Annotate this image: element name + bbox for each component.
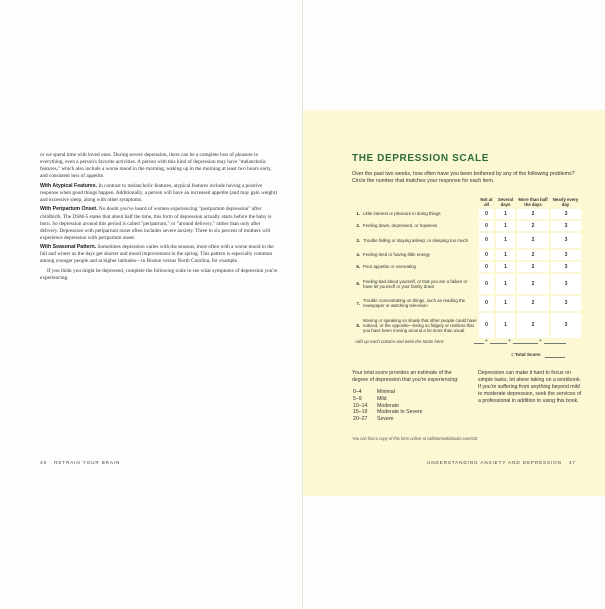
column-total-blank[interactable] [474, 343, 484, 344]
item-number: 4. [351, 249, 363, 261]
item-text: Trouble concentrating on things, such as reading the newspaper or watching television [363, 295, 478, 312]
item-number: 5. [351, 261, 363, 273]
score-option[interactable]: 0 [478, 261, 495, 273]
table-row [351, 312, 581, 339]
score-option[interactable]: 2 [516, 249, 550, 261]
professional-help-advice: Depression can make it hard to focus on simple tasks, let alone taking on a workbook. If you're suffering from anything beyond mild to moderate depression, seek the services of a professional in addition to using this book. [478, 370, 582, 404]
table-row [351, 232, 581, 249]
score-option[interactable]: 0 [478, 220, 495, 232]
table-header-row [351, 197, 581, 209]
left-page-body [40, 152, 278, 285]
left-folio [40, 460, 120, 465]
item-number: 6. [351, 273, 363, 295]
paragraph-scale-intro: If you think you might be depressed, complete the following scale to see what symptoms of depression you're experiencing. [40, 267, 278, 282]
column-total-blank[interactable] [490, 343, 507, 344]
score-option[interactable]: 1 [495, 273, 516, 295]
plus-sign: + [508, 338, 511, 344]
form-online-note: You can find a copy of this form online at callistomediabooks.com/cbt. [352, 436, 479, 441]
score-option[interactable]: 1 [495, 261, 516, 273]
score-option[interactable]: 0 [478, 232, 495, 249]
score-option[interactable]: 1 [495, 295, 516, 312]
scale-title: THE DEPRESSION SCALE [352, 153, 490, 164]
right-running-head: UNDERSTANDING ANXIETY AND DEPRESSION [427, 460, 562, 465]
table-row [351, 209, 581, 220]
range-row [353, 409, 423, 416]
table-row [351, 249, 581, 261]
score-option[interactable]: 1 [495, 209, 516, 220]
range-row [353, 389, 423, 396]
score-option[interactable]: 3 [550, 220, 581, 232]
score-option[interactable]: 1 [495, 312, 516, 339]
item-text: Poor appetite or overeating [363, 261, 478, 273]
score-option[interactable]: 0 [478, 312, 495, 339]
score-option[interactable]: 3 [550, 209, 581, 220]
atypical-heading: With Atypical Features. [40, 182, 98, 189]
score-option[interactable]: 2 [516, 312, 550, 339]
plus-sign: + [485, 338, 488, 344]
range-row [353, 416, 423, 423]
left-page-number: 46 [40, 460, 47, 465]
range-label: Minimal [377, 389, 395, 395]
depression-scale-table [351, 197, 581, 340]
column-total-blank[interactable] [513, 343, 538, 344]
item-text: Feeling bad about yourself, or that you are a failure or have let yourself or your family down [363, 273, 478, 295]
scale-intro: Over the past two weeks, how often have you been bothered by any of the following problems? Circle the number that matches your response for each item. [352, 171, 575, 184]
right-page-number: 47 [569, 460, 576, 465]
range-value: 20–27 [353, 416, 368, 423]
item-number: 8. [351, 312, 363, 339]
item-text: Feeling down, depressed, or hopeless [363, 220, 478, 232]
plus-sign: + [539, 338, 542, 344]
peripartum-heading: With Peripartum Onset. [40, 206, 98, 213]
seasonal-heading: With Seasonal Pattern. [40, 244, 97, 251]
column-total-blank[interactable] [544, 343, 566, 344]
score-option[interactable]: 3 [550, 232, 581, 249]
table-row [351, 273, 581, 295]
range-value: 0–4 [353, 389, 362, 395]
score-option[interactable]: 0 [478, 249, 495, 261]
range-label: Moderate to Severe [377, 409, 423, 416]
range-row [353, 403, 423, 410]
column-header: Not at all [480, 197, 493, 207]
item-text: Trouble falling or staying asleep; or sleeping too much [363, 232, 478, 249]
score-ranges [353, 389, 423, 423]
item-number: 2. [351, 220, 363, 232]
total-score-blank[interactable] [545, 357, 565, 358]
score-option[interactable]: 0 [478, 273, 495, 295]
paragraph-seasonal: With Seasonal Pattern. Sometimes depression varies with the seasons, most often with a worse mood in the fall and winter as the days get shorter and mood improvement in the spring. This pattern is especially common among younger people and at higher latitudes—in Boston versus North Carolina, for example. [40, 244, 274, 265]
item-text: Little interest or pleasure in doing things [363, 209, 478, 220]
sum-instruction: Add up each column and write the totals here: [355, 339, 445, 344]
table-row [351, 295, 581, 312]
item-number: 1. [351, 209, 363, 220]
column-header: Several days [497, 197, 514, 207]
paragraph-atypical: With Atypical Features. In contrast to melancholic features, atypical features include having a positive response when good things happen. Additionally, a person will have an increased appetite (and may gain weight) and excessive sleep, along with other symptoms. [40, 182, 278, 203]
score-option[interactable]: 2 [516, 232, 550, 249]
range-value: 5–9 [353, 395, 362, 402]
range-value: 10–14 [353, 402, 368, 409]
score-option[interactable]: 2 [516, 209, 550, 220]
column-header: More than half the days [518, 197, 548, 207]
score-option[interactable]: 0 [478, 295, 495, 312]
score-option[interactable]: 3 [550, 273, 581, 295]
range-row [353, 396, 423, 403]
score-option[interactable]: 3 [550, 249, 581, 261]
score-option[interactable]: 0 [478, 209, 495, 220]
range-label: Mild [377, 395, 387, 402]
table-row [351, 261, 581, 273]
item-text: Moving or speaking so slowly that other people could have noticed, or the opposite—being so fidgety or restless that you have been moving around a lot more than usual [363, 312, 478, 339]
table-row [351, 220, 581, 232]
score-option[interactable]: 2 [516, 295, 550, 312]
score-option[interactable]: 1 [495, 249, 516, 261]
score-option[interactable]: 1 [495, 220, 516, 232]
score-option[interactable]: 2 [516, 220, 550, 232]
range-label: Severe [377, 416, 394, 423]
item-number: 7. [351, 295, 363, 312]
right-folio [427, 460, 576, 465]
score-option[interactable]: 2 [516, 261, 550, 273]
item-number: 3. [351, 232, 363, 249]
paragraph-peripartum: With Peripartum Onset. No doubt you've heard of women experiencing "postpartum depression" after childbirth. The DSM-5 states that about half the time, this form of depression actually starts before the baby is born. So depression around this period is called "peripartum," or "around delivery," rather than only after delivery. Depression with peripartum onset often includes severe anxiety. Three to six percent of mothers will experience depression with peripartum onset. [40, 206, 272, 241]
score-option[interactable]: 3 [550, 261, 581, 273]
total-score-label: = Total Score: [511, 352, 542, 357]
score-option[interactable]: 3 [550, 295, 581, 312]
range-value: 15–19 [353, 409, 368, 416]
paragraph-severe: or we spend time with loved ones. During severe depression, there can be a complete loss of pleasure in everything, even a person's favorite activities. A person with this kind of depression may have "melancholic features," which also include a worse mood in the morning, waking up in the morning at least two hours early, and consistent loss of appetite. [40, 152, 272, 180]
column-header: Nearly every day [552, 197, 579, 207]
left-running-head: RETRAIN YOUR BRAIN [54, 460, 121, 465]
range-label: Moderate [377, 402, 399, 409]
score-option[interactable]: 1 [495, 232, 516, 249]
score-option[interactable]: 2 [516, 273, 550, 295]
score-option[interactable]: 3 [550, 312, 581, 339]
interpretation-intro: Your total score provides an estimate of the degree of depression that you're experiencing: [352, 370, 459, 383]
item-text: Feeling tired or having little energy [363, 249, 478, 261]
